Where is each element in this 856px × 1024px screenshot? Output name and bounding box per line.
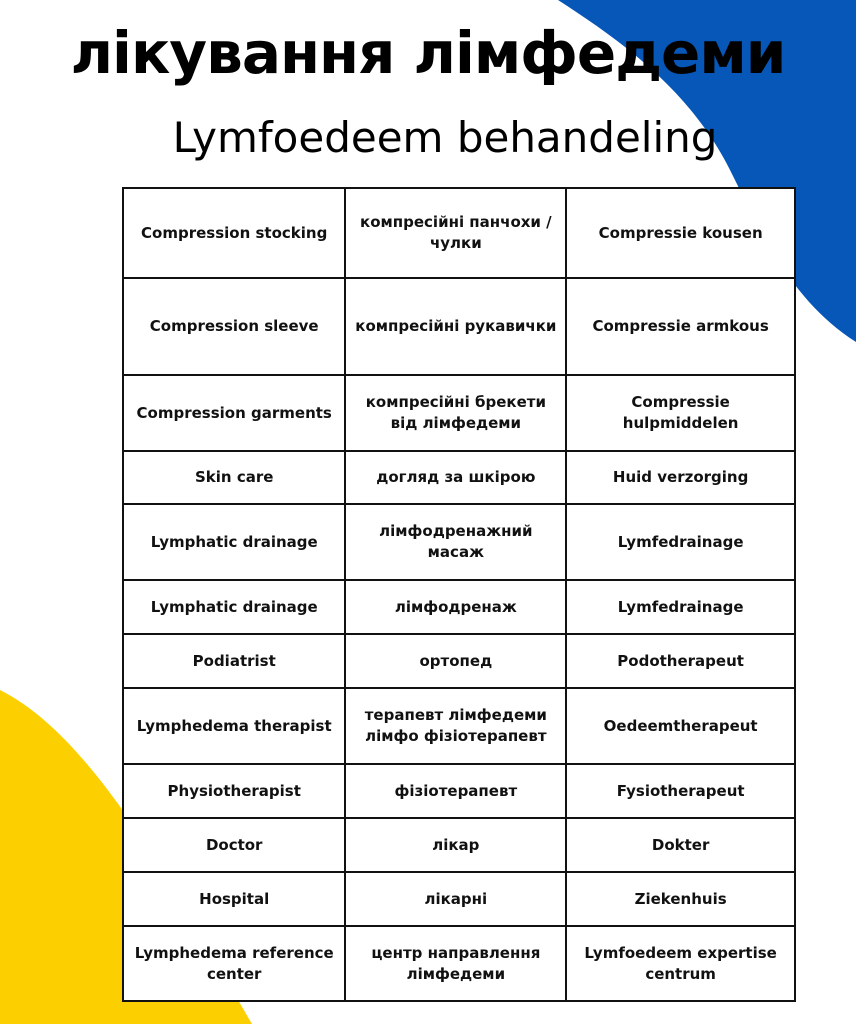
table-row <box>123 375 795 451</box>
cell-ukrainian: центр направлення лімфедеми <box>345 926 566 1001</box>
cell-dutch: Lymfoedeem expertise centrum <box>566 926 795 1001</box>
cell-english: Podiatrist <box>123 634 345 688</box>
cell-english: Physiotherapist <box>123 764 345 818</box>
cell-ukrainian: лікарні <box>345 872 566 926</box>
cell-english: Lymphedema therapist <box>123 688 345 764</box>
cell-ukrainian: терапевт лімфедеми лімфо фізіотерапевт <box>345 688 566 764</box>
cell-dutch: Compressie armkous <box>566 278 795 375</box>
cell-english: Compression sleeve <box>123 278 345 375</box>
cell-dutch: Dokter <box>566 818 795 872</box>
table-row <box>123 926 795 1001</box>
cell-dutch: Ziekenhuis <box>566 872 795 926</box>
cell-dutch: Podotherapeut <box>566 634 795 688</box>
cell-english: Skin care <box>123 451 345 504</box>
table-row <box>123 688 795 764</box>
cell-dutch: Compressie hulpmiddelen <box>566 375 795 451</box>
page-title: лікування лімфедеми <box>70 19 786 87</box>
cell-ukrainian: фізіотерапевт <box>345 764 566 818</box>
table-row <box>123 818 795 872</box>
cell-dutch: Lymfedrainage <box>566 504 795 580</box>
table-row <box>123 634 795 688</box>
cell-english: Lymphatic drainage <box>123 580 345 634</box>
cell-ukrainian: компресійні брекети від лімфедеми <box>345 375 566 451</box>
cell-ukrainian: лімфодренажний масаж <box>345 504 566 580</box>
cell-english: Lymphedema reference center <box>123 926 345 1001</box>
table-row <box>123 504 795 580</box>
table-row <box>123 451 795 504</box>
cell-ukrainian: компресійні рукавички <box>345 278 566 375</box>
cell-ukrainian: компресійні панчохи / чулки <box>345 188 566 278</box>
cell-dutch: Lymfedrainage <box>566 580 795 634</box>
translation-table <box>122 187 796 1002</box>
table-row <box>123 580 795 634</box>
cell-english: Compression garments <box>123 375 345 451</box>
cell-dutch: Fysiotherapeut <box>566 764 795 818</box>
cell-english: Compression stocking <box>123 188 345 278</box>
cell-ukrainian: лікар <box>345 818 566 872</box>
cell-dutch: Compressie kousen <box>566 188 795 278</box>
page-subtitle: Lymfoedeem behandeling <box>172 113 718 162</box>
table-row <box>123 188 795 278</box>
cell-english: Lymphatic drainage <box>123 504 345 580</box>
table-row <box>123 872 795 926</box>
cell-dutch: Huid verzorging <box>566 451 795 504</box>
cell-ukrainian: догляд за шкірою <box>345 451 566 504</box>
table-row <box>123 278 795 375</box>
table-row <box>123 764 795 818</box>
cell-ukrainian: ортопед <box>345 634 566 688</box>
cell-english: Doctor <box>123 818 345 872</box>
cell-dutch: Oedeemtherapeut <box>566 688 795 764</box>
cell-english: Hospital <box>123 872 345 926</box>
cell-ukrainian: лімфодренаж <box>345 580 566 634</box>
